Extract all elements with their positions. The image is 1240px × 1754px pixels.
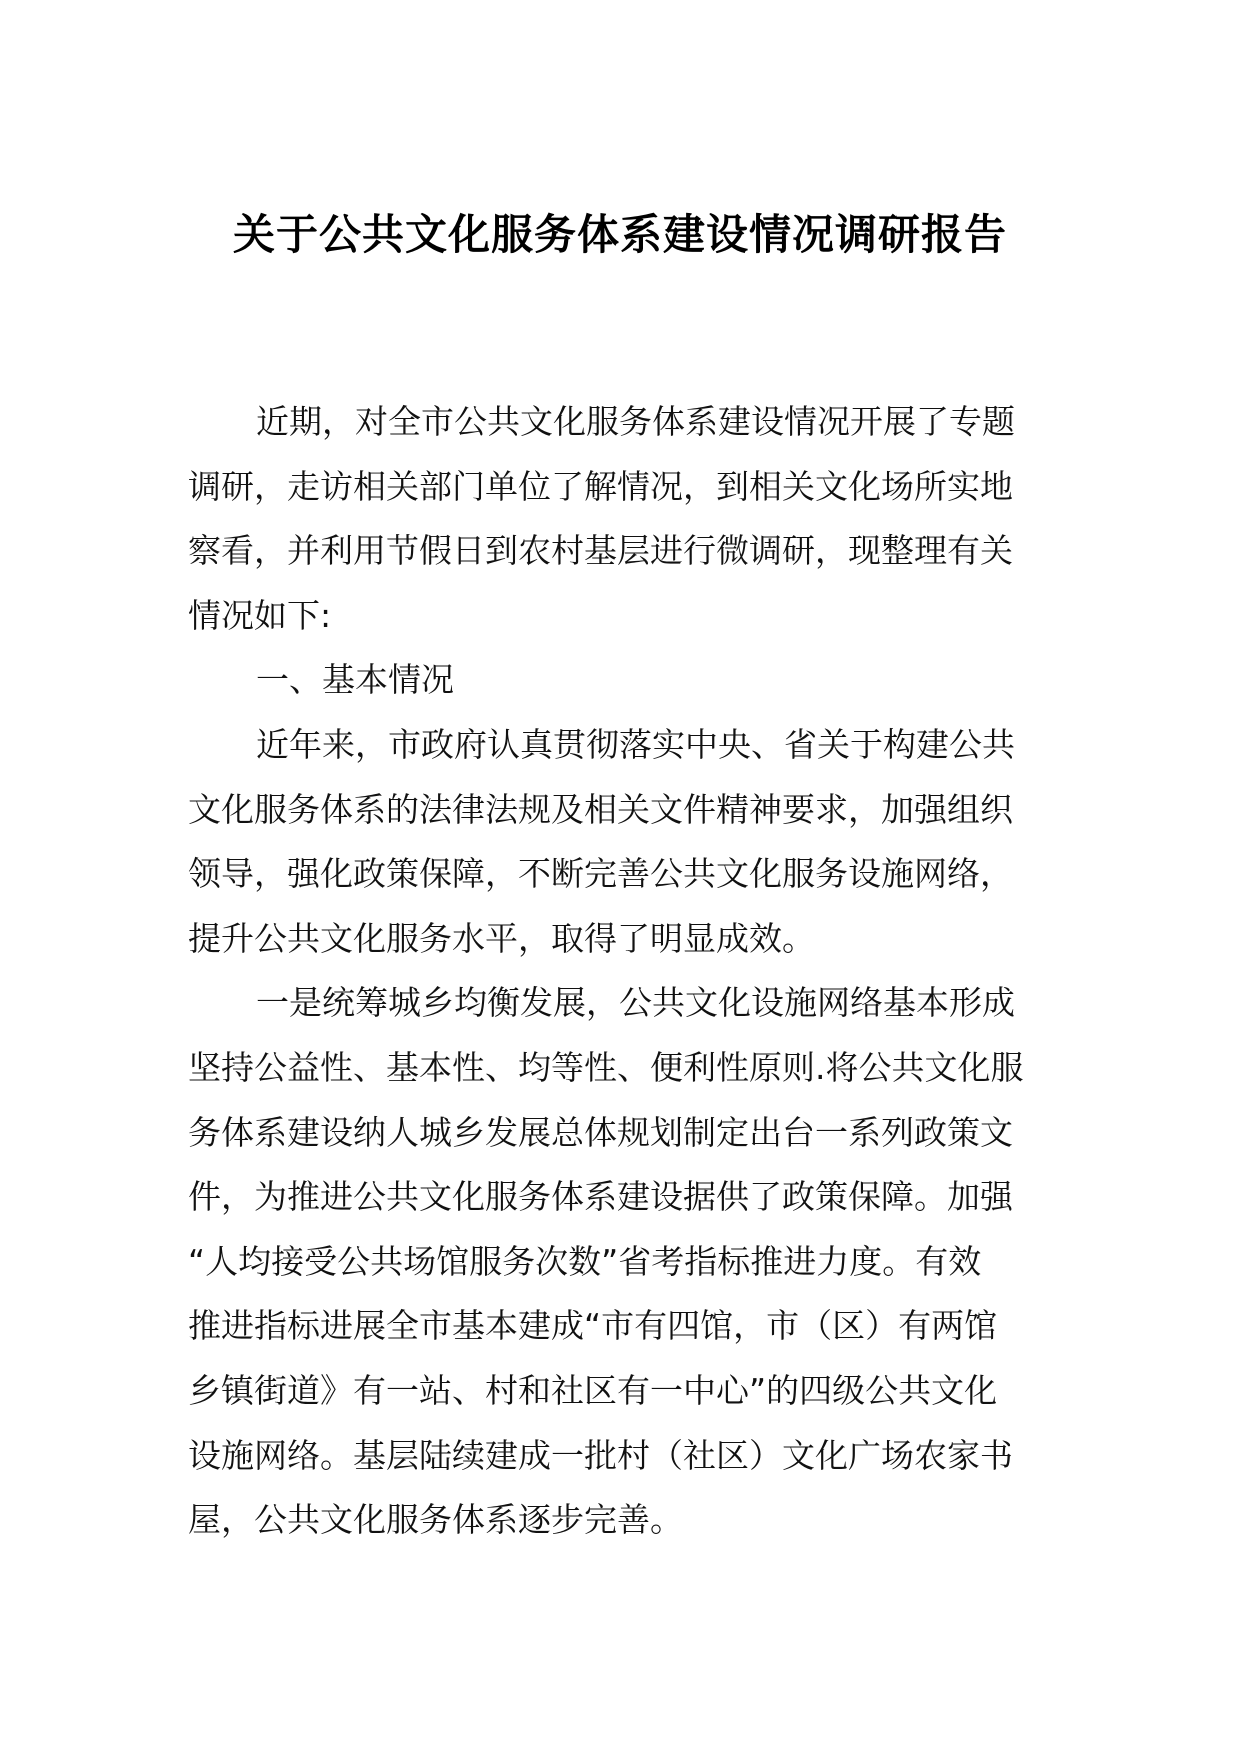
paragraph-line: 设施网络。基层陆续建成一批村（社区）文化广场农家书 [188, 1435, 1013, 1475]
paragraph-line: 提升公共文化服务水平，取得了明显成效。 [188, 918, 815, 958]
paragraph-line: 推进指标进展全市基本建成“市有四馆，市（区）有两馆 [188, 1306, 998, 1346]
paragraph-line: 近年来，市政府认真贯彻落实中央、省关于构建公共 [256, 724, 1015, 764]
paragraph-line: 察看，并利用节假日到农村基层进行微调研，现整理有关 [188, 531, 1013, 571]
paragraph-line: 乡镇街道》有一站、村和社区有一中心”的四级公共文化 [188, 1370, 998, 1410]
paragraph-line: 坚持公益性、基本性、均等性、便利性原则.将公共文化服 [188, 1047, 1024, 1087]
paragraph-line: 文化服务体系的法律法规及相关文件精神要求，加强组织 [188, 789, 1013, 829]
paragraph-line: 领导，强化政策保障，不断完善公共文化服务设施网络， [188, 854, 1013, 894]
section-heading: 一、基本情况 [256, 660, 454, 700]
paragraph-line: 务体系建设纳人城乡发展总体规划制定出台一系列政策文 [188, 1112, 1013, 1152]
paragraph-line: 件，为推进公共文化服务体系建设据供了政策保障。加强 [188, 1177, 1013, 1217]
paragraph-line: 屋，公共文化服务体系逐步完善。 [188, 1500, 683, 1540]
paragraph-line: “人均接受公共场馆服务次数”省考指标推进力度。有效 [188, 1241, 982, 1281]
paragraph-line: 调研，走访相关部门单位了解情况，到相关文化场所实地 [188, 466, 1013, 506]
paragraph-line: 近期，对全市公共文化服务体系建设情况开展了专题 [256, 402, 1015, 441]
paragraph-line: 一是统筹城乡均衡发展，公共文化设施网络基本形成 [256, 983, 1015, 1023]
paragraph-line: 情况如下: [188, 595, 332, 635]
document-body [188, 390, 1058, 1553]
document-title: 关于公共文化服务体系建设情况调研报告 [232, 210, 1007, 259]
